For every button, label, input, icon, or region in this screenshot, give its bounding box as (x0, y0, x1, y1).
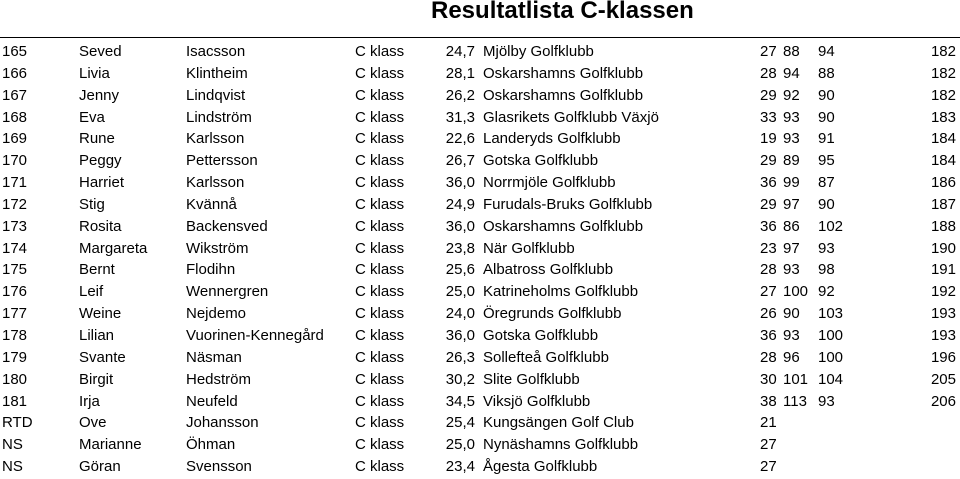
class-cell: C klass (355, 239, 405, 257)
last-name-cell: Pettersson (186, 152, 258, 170)
position-cell: 167 (2, 86, 28, 104)
score-1-cell: 27 (760, 283, 777, 301)
table-row (0, 41, 960, 63)
handicap-cell: 26,7 (445, 152, 475, 170)
total-cell: 183 (930, 108, 956, 126)
position-cell: 175 (2, 261, 28, 279)
score-2-cell: 96 (783, 348, 800, 366)
last-name-cell: Backensved (186, 217, 268, 235)
table-row (0, 325, 960, 347)
last-name-cell: Hedström (186, 370, 252, 388)
total-cell: 186 (930, 174, 956, 192)
club-cell: Gotska Golfklubb (483, 326, 599, 344)
score-3-cell: 90 (818, 195, 835, 213)
score-3-cell: 93 (818, 239, 835, 257)
position-cell: 173 (2, 217, 28, 235)
score-3-cell: 91 (818, 130, 835, 148)
total-cell: 187 (930, 195, 956, 213)
score-1-cell: 38 (760, 392, 777, 410)
score-1-cell: 29 (760, 86, 777, 104)
score-3-cell: 87 (818, 174, 835, 192)
score-2-cell: 97 (783, 195, 800, 213)
table-row (0, 391, 960, 413)
score-2-cell: 90 (783, 305, 800, 323)
first-name-cell: Lilian (79, 326, 115, 344)
score-1-cell: 27 (760, 43, 777, 60)
club-cell: Furudals-Bruks Golfklubb (483, 195, 653, 213)
club-cell: Mjölby Golfklubb (483, 43, 594, 60)
class-cell: C klass (355, 436, 405, 454)
total-cell: 196 (930, 348, 956, 366)
class-cell: C klass (355, 261, 405, 279)
first-name-cell: Stig (79, 195, 105, 213)
club-cell: Viksjö Golfklubb (483, 392, 591, 410)
score-2-cell: 94 (783, 64, 800, 82)
handicap-cell: 25,6 (445, 261, 475, 279)
score-2-cell: 99 (783, 174, 800, 192)
first-name-cell: Göran (79, 458, 121, 476)
position-cell: 170 (2, 152, 28, 170)
handicap-cell: 24,9 (445, 195, 475, 213)
score-1-cell: 26 (760, 305, 777, 323)
total-cell: 182 (930, 64, 956, 82)
table-row (0, 259, 960, 281)
total-cell: 205 (930, 370, 956, 388)
score-3-cell: 93 (818, 392, 835, 410)
class-cell: C klass (355, 174, 405, 192)
club-cell: Landeryds Golfklubb (483, 130, 621, 148)
last-name-cell: Klintheim (186, 64, 248, 82)
handicap-cell: 25,4 (445, 414, 475, 432)
table-row (0, 194, 960, 216)
score-3-cell: 100 (818, 326, 844, 344)
position-cell: 174 (2, 239, 28, 257)
score-1-cell: 33 (760, 108, 777, 126)
score-2-cell: 113 (783, 392, 807, 410)
last-name-cell: Nejdemo (186, 305, 247, 323)
handicap-cell: 25,0 (445, 436, 475, 454)
score-2-cell: 93 (783, 326, 800, 344)
handicap-cell: 22,6 (445, 130, 475, 148)
handicap-cell: 24,7 (445, 43, 475, 60)
table-row (0, 238, 960, 260)
score-2-cell: 93 (783, 108, 800, 126)
table-row (0, 281, 960, 303)
first-name-cell: Margareta (79, 239, 148, 257)
score-3-cell: 98 (818, 261, 835, 279)
score-2-cell: 101 (783, 370, 809, 388)
score-1-cell: 36 (760, 217, 777, 235)
class-cell: C klass (355, 152, 405, 170)
first-name-cell: Peggy (79, 152, 122, 170)
score-2-cell: 86 (783, 217, 800, 235)
score-3-cell: 94 (818, 43, 835, 60)
score-3-cell: 92 (818, 283, 835, 301)
class-cell: C klass (355, 64, 405, 82)
total-cell: 188 (930, 217, 956, 235)
score-1-cell: 36 (760, 326, 777, 344)
score-3-cell: 90 (818, 108, 835, 126)
handicap-cell: 36,0 (445, 217, 475, 235)
club-cell: Oskarshamns Golfklubb (483, 64, 644, 82)
first-name-cell: Jenny (79, 86, 120, 104)
class-cell: C klass (355, 283, 405, 301)
score-2-cell: 89 (783, 152, 800, 170)
table-row (0, 434, 960, 456)
position-cell: 179 (2, 348, 28, 366)
last-name-cell: Karlsson (186, 174, 245, 192)
class-cell: C klass (355, 108, 405, 126)
last-name-cell: Kvännå (186, 195, 237, 213)
score-1-cell: 28 (760, 261, 777, 279)
handicap-cell: 34,5 (445, 392, 475, 410)
handicap-cell: 26,2 (445, 86, 475, 104)
club-cell: Oskarshamns Golfklubb (483, 86, 644, 104)
table-row (0, 63, 960, 85)
handicap-cell: 31,3 (445, 108, 475, 126)
score-1-cell: 27 (760, 458, 777, 476)
position-cell: 178 (2, 326, 28, 344)
class-cell: C klass (355, 326, 405, 344)
last-name-cell: Lindström (186, 108, 252, 126)
club-cell: Glasrikets Golfklubb Växjö (483, 108, 659, 126)
class-cell: C klass (355, 414, 405, 432)
last-name-cell: Wennergren (186, 283, 269, 301)
club-cell: Gotska Golfklubb (483, 152, 599, 170)
first-name-cell: Livia (79, 64, 110, 82)
score-1-cell: 29 (760, 152, 777, 170)
handicap-cell: 26,3 (445, 348, 475, 366)
total-cell: 184 (930, 152, 956, 170)
score-2-cell: 93 (783, 130, 800, 148)
score-1-cell: 28 (760, 64, 777, 82)
table-row (0, 216, 960, 238)
first-name-cell: Weine (79, 305, 122, 323)
table-row (0, 128, 960, 150)
class-cell: C klass (355, 86, 405, 104)
position-cell: 171 (2, 174, 28, 192)
position-cell: 181 (2, 392, 28, 410)
score-3-cell: 90 (818, 86, 835, 104)
first-name-cell: Eva (79, 108, 105, 126)
score-2-cell: 97 (783, 239, 800, 257)
table-row (0, 85, 960, 107)
score-3-cell: 103 (818, 305, 844, 323)
first-name-cell: Svante (79, 348, 126, 366)
class-cell: C klass (355, 43, 405, 60)
club-cell: Slite Golfklubb (483, 370, 580, 388)
position-cell: 169 (2, 130, 28, 148)
total-cell: 193 (930, 305, 956, 323)
table-row (0, 107, 960, 129)
club-cell: Sollefteå Golfklubb (483, 348, 609, 366)
club-cell: Oskarshamns Golfklubb (483, 217, 644, 235)
table-row (0, 347, 960, 369)
handicap-cell: 25,0 (445, 283, 475, 301)
position-cell: NS (2, 458, 23, 476)
first-name-cell: Rune (79, 130, 115, 148)
table-row (0, 150, 960, 172)
handicap-cell: 36,0 (445, 174, 475, 192)
handicap-cell: 23,4 (445, 458, 475, 476)
first-name-cell: Seved (79, 43, 122, 60)
last-name-cell: Näsman (186, 348, 242, 366)
last-name-cell: Isacsson (186, 43, 246, 60)
first-name-cell: Leif (79, 283, 104, 301)
handicap-cell: 28,1 (445, 64, 475, 82)
position-cell: 180 (2, 370, 28, 388)
club-cell: Norrmjöle Golfklubb (483, 174, 616, 192)
last-name-cell: Lindqvist (186, 86, 246, 104)
score-3-cell: 102 (818, 217, 844, 235)
position-cell: 172 (2, 195, 28, 213)
total-cell: 190 (930, 239, 956, 257)
position-cell: 177 (2, 305, 28, 323)
position-cell: NS (2, 436, 23, 454)
position-cell: 168 (2, 108, 28, 126)
position-cell: 165 (2, 43, 28, 60)
table-row (0, 369, 960, 391)
table-row (0, 172, 960, 194)
class-cell: C klass (355, 370, 405, 388)
club-cell: Nynäshamns Golfklubb (483, 436, 639, 454)
first-name-cell: Rosita (79, 217, 122, 235)
handicap-cell: 36,0 (445, 326, 475, 344)
first-name-cell: Harriet (79, 174, 125, 192)
score-3-cell: 95 (818, 152, 835, 170)
handicap-cell: 30,2 (445, 370, 475, 388)
last-name-cell: Öhman (186, 436, 236, 454)
club-cell: Albatross Golfklubb (483, 261, 614, 279)
table-row (0, 303, 960, 325)
results-table (0, 41, 960, 478)
handicap-cell: 24,0 (445, 305, 475, 323)
score-2-cell: 88 (783, 43, 800, 60)
page-title: Resultatlista C-klassen (431, 0, 694, 24)
last-name-cell: Karlsson (186, 130, 245, 148)
score-2-cell: 100 (783, 283, 809, 301)
class-cell: C klass (355, 392, 405, 410)
handicap-cell: 23,8 (445, 239, 475, 257)
club-cell: När Golfklubb (483, 239, 575, 257)
last-name-cell: Wikström (186, 239, 249, 257)
score-2-cell: 93 (783, 261, 800, 279)
table-row (0, 412, 960, 434)
first-name-cell: Irja (79, 392, 100, 410)
score-1-cell: 23 (760, 239, 777, 257)
score-1-cell: 36 (760, 174, 777, 192)
first-name-cell: Bernt (79, 261, 115, 279)
class-cell: C klass (355, 305, 405, 323)
title-area (0, 0, 960, 33)
first-name-cell: Marianne (79, 436, 142, 454)
class-cell: C klass (355, 130, 405, 148)
class-cell: C klass (355, 458, 405, 476)
first-name-cell: Ove (79, 414, 107, 432)
class-cell: C klass (355, 348, 405, 366)
score-1-cell: 30 (760, 370, 777, 388)
title-divider (0, 37, 960, 38)
total-cell: 192 (930, 283, 956, 301)
last-name-cell: Svensson (186, 458, 252, 476)
score-1-cell: 27 (760, 436, 777, 454)
position-cell: 176 (2, 283, 28, 301)
club-cell: Öregrunds Golfklubb (483, 305, 622, 323)
score-2-cell: 92 (783, 86, 800, 104)
total-cell: 193 (930, 326, 956, 344)
last-name-cell: Flodihn (186, 261, 236, 279)
score-3-cell: 100 (818, 348, 844, 366)
position-cell: 166 (2, 64, 28, 82)
last-name-cell: Johansson (186, 414, 259, 432)
score-1-cell: 28 (760, 348, 777, 366)
club-cell: Ågesta Golfklubb (483, 458, 598, 476)
position-cell: RTD (2, 414, 33, 432)
class-cell: C klass (355, 195, 405, 213)
last-name-cell: Vuorinen-Kennegård (186, 326, 324, 344)
class-cell: C klass (355, 217, 405, 235)
score-3-cell: 104 (818, 370, 844, 388)
score-1-cell: 21 (760, 414, 777, 432)
total-cell: 182 (930, 43, 956, 60)
score-1-cell: 19 (760, 130, 777, 148)
table-row (0, 456, 960, 478)
club-cell: Katrineholms Golfklubb (483, 283, 639, 301)
last-name-cell: Neufeld (186, 392, 238, 410)
total-cell: 206 (930, 392, 956, 410)
score-3-cell: 88 (818, 64, 835, 82)
first-name-cell: Birgit (79, 370, 114, 388)
club-cell: Kungsängen Golf Club (483, 414, 634, 432)
total-cell: 184 (930, 130, 956, 148)
total-cell: 182 (930, 86, 956, 104)
total-cell: 191 (930, 261, 956, 279)
score-1-cell: 29 (760, 195, 777, 213)
